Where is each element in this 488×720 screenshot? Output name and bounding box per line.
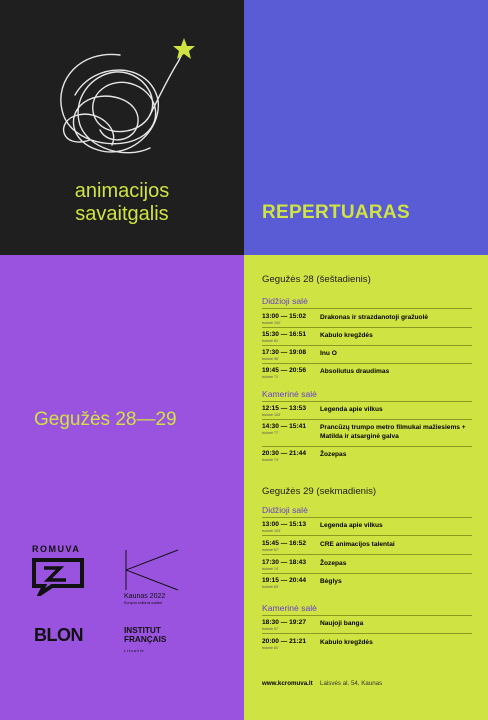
logo-panel — [0, 255, 244, 720]
romuva-logo-icon — [30, 556, 86, 596]
screening-duration: trukmė 71' — [262, 375, 279, 379]
institut-logo-line2: FRANÇAIS — [124, 635, 167, 644]
kaunas-2022-logo-icon — [124, 548, 180, 592]
screening-time: 19:15 — 20:44 — [262, 577, 306, 584]
event-title-line2: savaitgalis — [75, 203, 169, 225]
screening-film: Inu O — [320, 350, 337, 357]
divider — [262, 401, 472, 402]
screening-duration: trukmė 103' — [262, 413, 281, 417]
screening-film: Kabulo kregždės — [320, 332, 373, 339]
divider — [262, 573, 472, 574]
screening-duration: trukmė 81' — [262, 646, 279, 650]
screening-duration: trukmė 77' — [262, 431, 279, 435]
screening-time: 14:30 — 15:41 — [262, 423, 306, 430]
scribble-illustration — [0, 0, 244, 200]
screening-row — [262, 450, 472, 466]
screening-film: Bėglys — [320, 578, 342, 585]
divider — [262, 615, 472, 616]
blon-logo: BLON — [34, 625, 83, 645]
screening-time: 13:00 — 15:02 — [262, 313, 306, 320]
screening-time: 15:45 — 16:52 — [262, 540, 306, 547]
screening-time: 19:45 — 20:56 — [262, 367, 306, 374]
venue-address: Laisvės al. 54, Kaunas — [320, 680, 383, 687]
screening-time: 17:30 — 19:08 — [262, 349, 306, 356]
website-link[interactable]: www.kcromuva.lt — [262, 680, 313, 687]
kaunas-2022-logo-text: Kaunas 2022 — [124, 593, 166, 600]
institut-francais-logo — [124, 626, 166, 644]
screening-film: Naujoji banga — [320, 620, 364, 627]
divider — [262, 419, 472, 420]
screening-film: Legenda apie vilkus — [320, 522, 383, 529]
day1-title: Gegužės 28 (šeštadienis) — [262, 274, 371, 285]
institut-logo-line1: INSTITUT — [124, 626, 161, 635]
screening-duration: trukmė 98' — [262, 357, 279, 361]
screening-time: 20:30 — 21:44 — [262, 450, 306, 457]
event-title-line1: animacijos — [74, 180, 170, 202]
screening-row — [262, 423, 472, 447]
day2-venue-chamber: Kamerinė salė — [262, 603, 317, 613]
title-panel — [0, 0, 244, 255]
screening-film: Drakonas ir strazdanotoji gražuolė — [320, 314, 429, 321]
screening-row — [262, 577, 472, 593]
screening-duration: trukmė 74' — [262, 567, 279, 571]
screening-duration: trukmė 57' — [262, 627, 279, 631]
screening-time: 20:00 — 21:21 — [262, 638, 306, 645]
divider — [262, 446, 472, 447]
screening-row — [262, 638, 472, 654]
screening-film: Žozepas — [320, 451, 347, 458]
day1-venue-main: Didžioji salė — [262, 296, 308, 306]
screening-film: Legenda apie vilkus — [320, 406, 383, 413]
day2-venue-main: Didžioji salė — [262, 505, 308, 515]
screening-duration: trukmė 67' — [262, 548, 279, 552]
divider — [262, 363, 472, 364]
heading: REPERTUARAS — [262, 202, 410, 223]
day1-venue-chamber: Kamerinė salė — [262, 389, 317, 399]
screening-film: Prancūzų trumpo metro filmukai mažiesiems + Matilda ir atsarginė galva — [320, 424, 466, 440]
screening-duration: trukmė 89' — [262, 585, 279, 589]
divider — [262, 327, 472, 328]
day2-title: Gegužės 29 (sekmadienis) — [262, 486, 377, 497]
screening-duration: trukmė 103' — [262, 529, 281, 533]
screening-duration: trukmė 74' — [262, 458, 279, 462]
divider — [262, 535, 472, 536]
screening-duration: trukmė 81' — [262, 339, 279, 343]
screening-time: 17:30 — 18:43 — [262, 559, 306, 566]
screening-time: 13:00 — 15:13 — [262, 521, 306, 528]
screening-time: 12:15 — 13:53 — [262, 405, 306, 412]
screening-time: 18:30 — 19:27 — [262, 619, 306, 626]
screening-film: Kabulo kregždės — [320, 639, 373, 646]
divider — [262, 517, 472, 518]
screening-duration: trukmė 102' — [262, 321, 281, 325]
screening-film: CRE animacijos talentai — [320, 541, 395, 548]
screening-row — [262, 367, 472, 383]
screening-time: 15:30 — 16:51 — [262, 331, 306, 338]
divider — [262, 633, 472, 634]
institut-logo-subtitle: Lituanie — [124, 648, 145, 653]
event-dates: Gegužės 28—29 — [34, 409, 177, 430]
divider — [262, 554, 472, 555]
kaunas-2022-logo-subtitle: Europos kultūros sostinė — [124, 601, 163, 605]
screening-film: Žozepas — [320, 560, 347, 567]
screening-film: Absoliutus draudimas — [320, 368, 390, 375]
romuva-logo-text: ROMUVA — [32, 544, 81, 554]
divider — [262, 308, 472, 309]
divider — [262, 345, 472, 346]
